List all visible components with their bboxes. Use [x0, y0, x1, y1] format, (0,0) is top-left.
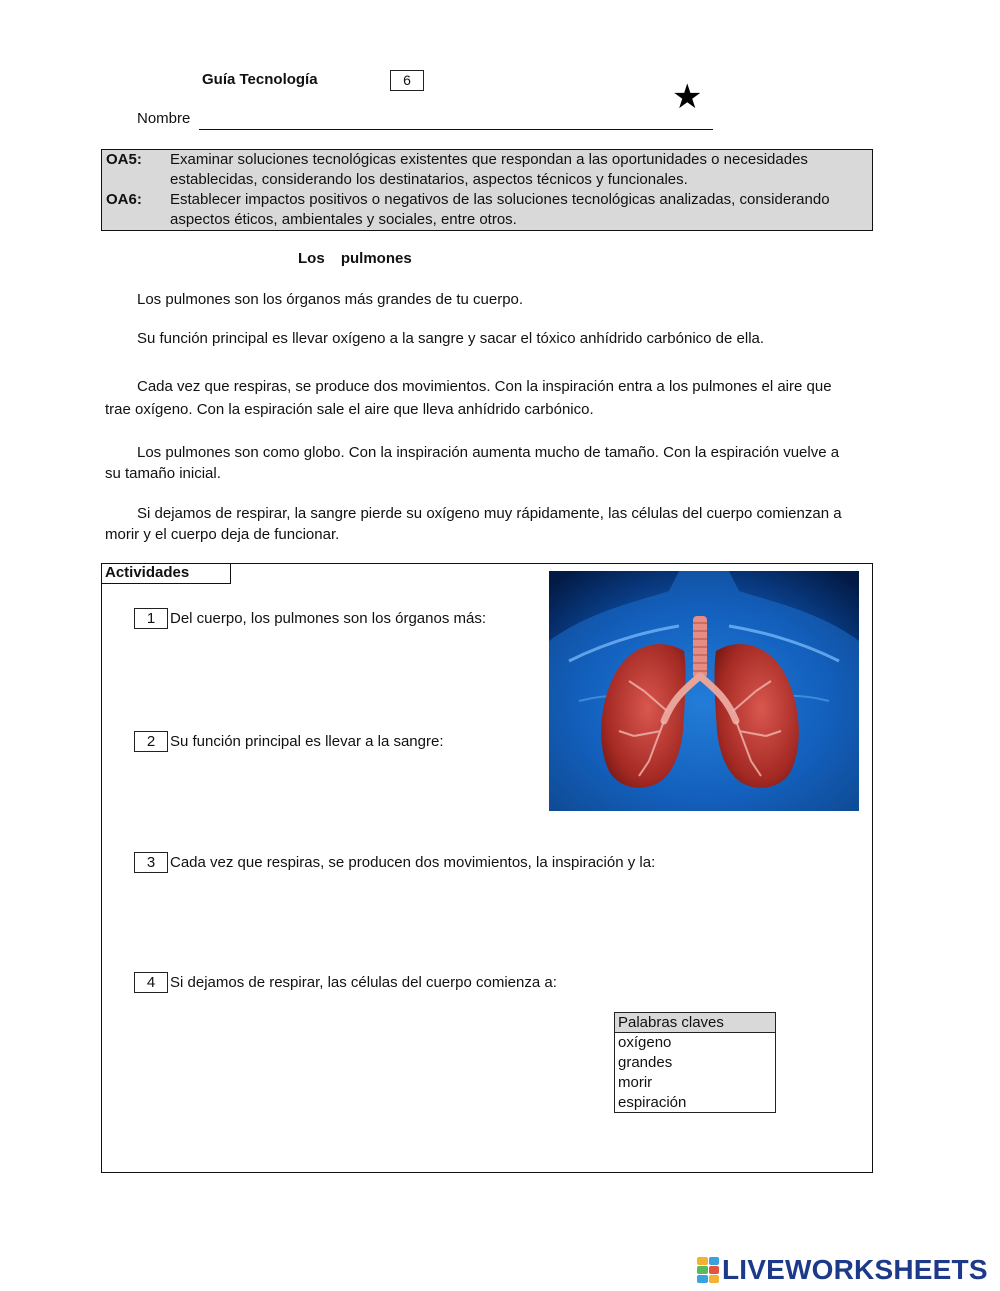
liveworksheets-logo[interactable] [697, 1255, 988, 1285]
reading-paragraph: Los pulmones son los órganos más grandes de tu cuerpo. [137, 291, 524, 308]
question-number: 4 [134, 972, 168, 993]
star-icon: ★ [672, 78, 703, 116]
keyword-item[interactable]: grandes [618, 1054, 673, 1071]
reading-title: Los pulmones [298, 250, 412, 267]
reading-paragraph: Si dejamos de respirar, la sangre pierde su oxígeno muy rápidamente, las células del cuerpo comienzan a morir y el cuerpo deja de funcionar. [105, 505, 842, 543]
question-text: Si dejamos de respirar, las células del cuerpo comienza a: [170, 974, 557, 991]
question-text: Del cuerpo, los pulmones son los órganos más: [170, 610, 486, 627]
keyword-item[interactable]: morir [618, 1074, 653, 1091]
keyword-item[interactable]: oxígeno [618, 1034, 672, 1051]
question-text: Cada vez que respiras, se producen dos movimientos, la inspiración y la: [170, 854, 656, 871]
reading-paragraph: Cada vez que respiras, se produce dos movimientos. Con la inspiración entra a los pulmones el aire que trae oxígeno. Con la espiración sale el aire que lleva anhídrido carbónico. [105, 378, 832, 418]
question-number: 2 [134, 731, 168, 752]
objective-code: OA5: [106, 151, 142, 168]
name-label: Nombre [137, 110, 191, 127]
guide-title: Guía Tecnología [202, 71, 318, 88]
question-text: Su función principal es llevar a la sangre: [170, 733, 444, 750]
liveworksheets-logo-icon [697, 1257, 719, 1283]
keyword-item[interactable]: espiración [618, 1094, 687, 1111]
keywords-box [614, 1012, 776, 1113]
objective-text: Examinar soluciones tecnológicas existentes que respondan a las oportunidades o necesidades establecidas, considerando los destinatarios, aspectos técnicos y funcionales. [170, 151, 808, 188]
grade-number-box: 6 [390, 70, 424, 91]
name-field-line[interactable] [199, 129, 713, 130]
lungs-illustration [549, 571, 859, 811]
question-number: 1 [134, 608, 168, 629]
logo-text: LIVEWORKSHEETS [722, 1254, 988, 1285]
activities-header: Actividades [101, 563, 231, 584]
question-number: 3 [134, 852, 168, 873]
reading-paragraph: Los pulmones son como globo. Con la inspiración aumenta mucho de tamaño. Con la espiración vuelve a su tamaño inicial. [105, 444, 840, 482]
reading-paragraph: Su función principal es llevar oxígeno a la sangre y sacar el tóxico anhídrido carbónico de ella. [137, 330, 765, 347]
keywords-header: Palabras claves [615, 1013, 775, 1033]
objective-text: Establecer impactos positivos o negativos de las soluciones tecnológicas analizadas, considerando aspectos éticos, ambientales y sociales, entre otros. [170, 191, 830, 228]
objectives-box [101, 149, 873, 231]
objective-code: OA6: [106, 191, 142, 208]
